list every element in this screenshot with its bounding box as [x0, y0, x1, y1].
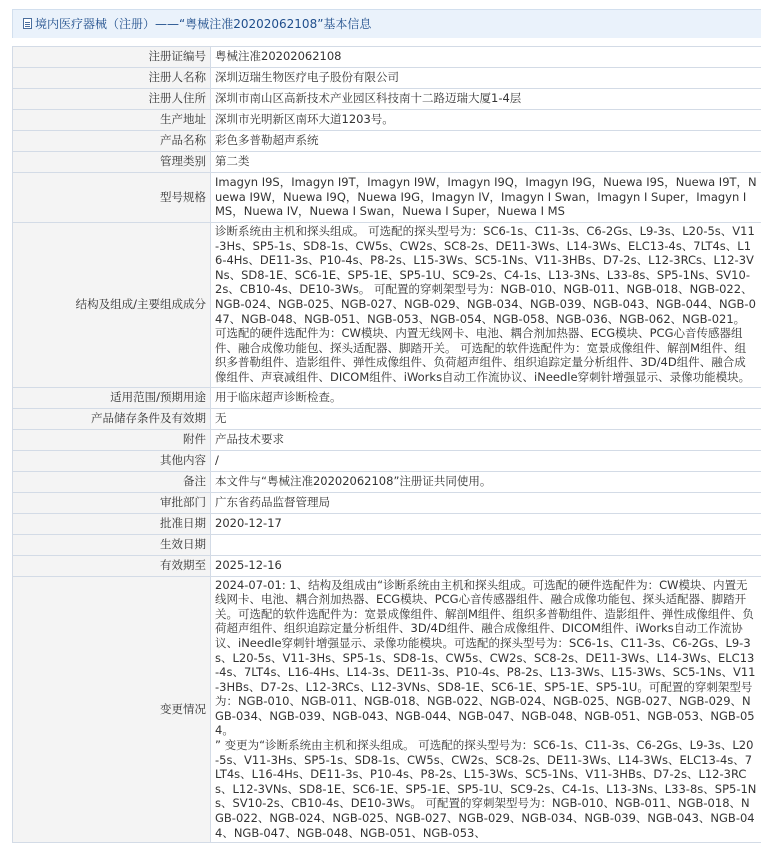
row-label: 审批部门	[13, 492, 211, 513]
page-title: 境内医疗器械（注册）——“粤械注准20202062108”基本信息	[35, 17, 372, 31]
table-row	[13, 89, 761, 110]
row-label: 注册人名称	[13, 68, 211, 89]
row-label: 注册人住所	[13, 89, 211, 110]
row-label: 管理类别	[13, 152, 211, 173]
approval-department: 广东省药品监督管理局	[211, 492, 761, 513]
structure-composition: 诊断系统由主机和探头组成。 可选配的探头型号为：SC6-1s、C11-3s、C6-2Gs、L9-3s、L20-5s、V11-3Hs、SP5-1s、SD8-1s、CW5s、CW2s、SC8-2s、DE11-3Ws、L14-3Ws、ELC13-4s、7LT4s、L16-4Hs、DE11-3s、P10-4s、P8-2s、L15-3Ws、SC5-1Ns、V11-3HBs、D7-2s、L12-3RCs、L12-3VNs、SD8-1E、SC6-1E、SP5-1E、SP5-1U、SC9-2s、C4-1s、L13-3Ns、L33-8s、SP5-1Ns、SV10-2s、CB10-4s、DE10-3Ws。 可配置的穿刺架型号为：NGB-010、NGB-011、NGB-018、NGB-022、NGB-024、NGB-025、NGB-027、NGB-029、NGB-034、NGB-039、NGB-043、NGB-044、NGB-047、NGB-048、NGB-051、NGB-053、NGB-054、NGB-058、NGB-036、NGB-062、NGB-021。 可选配的硬件选配件为：CW模块、内置无线网卡、电池、耦合剂加热器、ECG模块、PCG心音传感器组件、融合成像功能包、探头适配器、脚踏开关。 可选配的软件选配件为：宽景成像组件、解剖M组件、组织多普勒组件、造影组件、弹性成像组件、负荷超声组件、组织追踪定量分析组件、3D/4D组件、融合成像组件、声衰减组件、DICOM组件、iWorks自动工作流协议、iNeedle穿刺针增强显示、录像功能模块。	[211, 223, 761, 388]
effective-date	[211, 534, 761, 555]
document-icon	[23, 18, 32, 29]
row-label: 产品名称	[13, 131, 211, 152]
row-label: 有效期至	[13, 555, 211, 576]
model-specifications: Imagyn I9S，Imagyn I9T，Imagyn I9W，Imagyn I9Q，Imagyn I9G，Nuewa I9S，Nuewa I9T，Nuewa I9W，Nuewa I9Q，Nuewa I9G，Imagyn IV，Imagyn I Swan，Imagyn I Super，Imagyn I MS，Nuewa IV，Nuewa I Swan，Nuewa I Super，Nuewa I MS	[211, 173, 761, 223]
row-label: 备注	[13, 471, 211, 492]
remarks: 本文件与“粤械注准20202062108”注册证共同使用。	[211, 471, 761, 492]
page-header	[12, 9, 761, 38]
table-row	[13, 110, 761, 131]
valid-until: 2025-12-16	[211, 555, 761, 576]
intended-use: 用于临床超声诊断检查。	[211, 387, 761, 408]
table-row	[13, 152, 761, 173]
row-label: 适用范围/预期用途	[13, 387, 211, 408]
change-history: 2024-07-01: 1、结构及组成由“诊断系统由主机和探头组成。可选配的硬件选配件为：CW模块、内置无线网卡、电池、耦合剂加热器、ECG模块、PCG心音传感器组件、融合成像功能包、探头适配器、脚踏开关。可选配的软件选配件为：宽景成像组件、解剖M组件、组织多普勒组件、造影组件、弹性成像组件、负荷超声组件、组织追踪定量分析组件、3D/4D组件、融合成像组件、DICOM组件、iWorks自动工作流协议、iNeedle穿刺针增强显示、录像功能模块。可选配的探头型号为：SC6-1s、C11-3s、C6-2Gs、L9-3s、L20-5s、V11-3Hs、SP5-1s、SD8-1s、CW5s、CW2s、SC8-2s、DE11-3Ws、L14-3Ws、ELC13-4s、7LT4s、L16-4Hs、L14-3s、DE11-3s、P10-4s、P8-2s、L13-3Ws、L15-3Ws、SC5-1Ns、V11-3HBs、D7-2s、L12-3RCs、L12-3VNs、SD8-1E、SC6-1E、SP5-1E、SP5-1U。可配置的穿刺架型号为：NGB-010、NGB-011、NGB-018、NGB-022、NGB-024、NGB-025、NGB-027、NGB-029、NGB-034、NGB-039、NGB-043、NGB-044、NGB-047、NGB-048、NGB-051、NGB-053、NGB-054。 ” 变更为“诊断系统由主机和探头组成。 可选配的探头型号为：SC6-1s、C11-3s、C6-2Gs、L9-3s、L20-5s、V11-3Hs、SP5-1s、SD8-1s、CW5s、CW2s、SC8-2s、DE11-3Ws、L14-3Ws、ELC13-4s、7LT4s、L16-4Hs、DE11-3s、P10-4s、P8-2s、L15-3Ws、SC5-1Ns、V11-3HBs、D7-2s、L12-3RCs、L12-3VNs、SD8-1E、SC6-1E、SP5-1E、SP5-1U、SC9-2s、C4-1s、L13-3Ns、L33-8s、SP5-1Ns、SV10-2s、CB10-4s、DE10-3Ws。 可配置的穿刺架型号为：NGB-010、NGB-011、NGB-018、NGB-022、NGB-024、NGB-025、NGB-027、NGB-029、NGB-034、NGB-039、NGB-043、NGB-044、NGB-047、NGB-048、NGB-051、NGB-053、	[211, 576, 761, 843]
info-table	[12, 46, 761, 843]
table-row	[13, 576, 761, 843]
table-row	[13, 387, 761, 408]
table-row	[13, 471, 761, 492]
table-row	[13, 131, 761, 152]
table-row	[13, 47, 761, 68]
row-label: 批准日期	[13, 513, 211, 534]
row-label: 生产地址	[13, 110, 211, 131]
row-label: 结构及组成/主要组成成分	[13, 223, 211, 388]
storage-conditions: 无	[211, 408, 761, 429]
table-row	[13, 555, 761, 576]
table-row	[13, 173, 761, 223]
product-name: 彩色多普勒超声系统	[211, 131, 761, 152]
row-label: 附件	[13, 429, 211, 450]
registrant-name: 深圳迈瑞生物医疗电子股份有限公司	[211, 68, 761, 89]
table-row	[13, 450, 761, 471]
attachments: 产品技术要求	[211, 429, 761, 450]
registrant-address: 深圳市南山区高新技术产业园区科技南十二路迈瑞大厦1-4层	[211, 89, 761, 110]
row-label: 注册证编号	[13, 47, 211, 68]
table-row	[13, 68, 761, 89]
row-label: 型号规格	[13, 173, 211, 223]
row-label: 变更情况	[13, 576, 211, 843]
table-row	[13, 408, 761, 429]
table-row	[13, 429, 761, 450]
registration-number: 粤械注准20202062108	[211, 47, 761, 68]
table-row	[13, 223, 761, 388]
other-content: /	[211, 450, 761, 471]
row-label: 其他内容	[13, 450, 211, 471]
approval-date: 2020-12-17	[211, 513, 761, 534]
management-category: 第二类	[211, 152, 761, 173]
production-address: 深圳市光明新区南环大道1203号。	[211, 110, 761, 131]
table-row	[13, 513, 761, 534]
row-label: 生效日期	[13, 534, 211, 555]
row-label: 产品储存条件及有效期	[13, 408, 211, 429]
table-row	[13, 492, 761, 513]
table-row	[13, 534, 761, 555]
